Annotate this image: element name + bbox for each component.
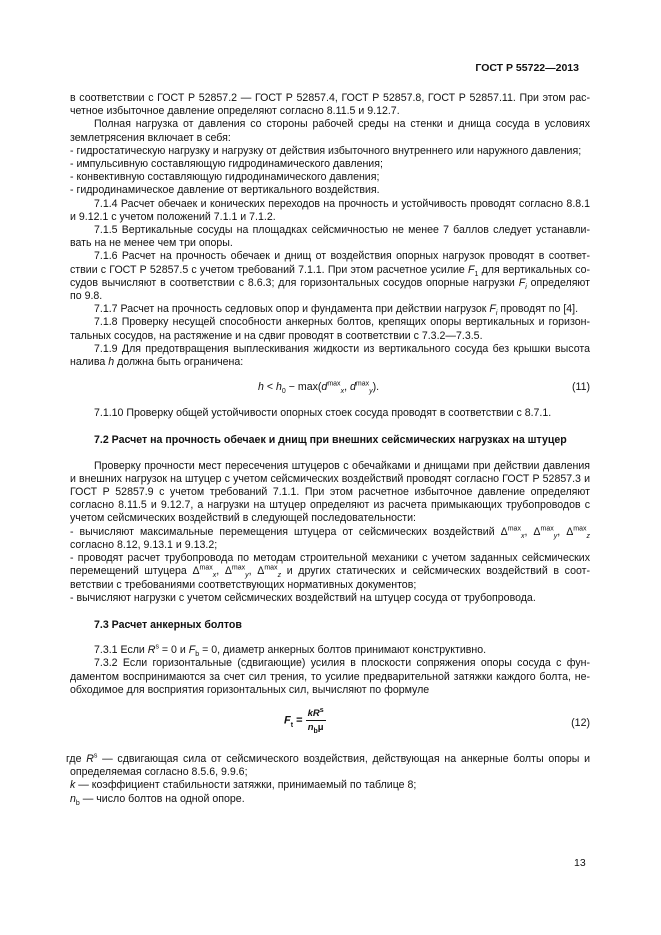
list-item: - гидростатическую нагрузку и нагрузку от действия избыточного внутреннего или наружного давления; bbox=[70, 144, 582, 157]
list-item: - гидродинамическое давление от вертикального воздействия. bbox=[70, 184, 380, 197]
formula-12 bbox=[70, 705, 590, 745]
clause-7-1-8: 7.1.8 Проверку несущей способности анкерных болтов, крепящих опоры вертикальных и горизонтальных сосудов, на растяжение и на сдвиг проводят в соответствии с 7.3.2—7.3.5. bbox=[70, 316, 590, 342]
formula-11-expression: $h < h_0 - \max(d^{max}_x$, $d^{max}_y$). bbox=[258, 380, 380, 396]
section-7-2-heading: 7.2 Расчет на прочность обечаек и днищ при внешних сейсмических нагрузках на штуцер bbox=[94, 434, 567, 447]
where-n: $n_b$ — число болтов на одной опоре. bbox=[70, 792, 245, 807]
clause-7-1-10: 7.1.10 Проверку общей устойчивости опорных стоек сосуда проводят в соответствии с 8.7.1. bbox=[94, 407, 552, 420]
list-item: - импульсивную составляющую гидродинамического давления; bbox=[70, 158, 383, 171]
formula-12-number: (12) bbox=[571, 716, 590, 729]
where-k: k — коэффициент стабильности затяжки, принимаемый по таблице 8; bbox=[70, 779, 417, 792]
clause-7-1-7: 7.1.7 Расчет на прочность седловых опор и фундамента при действии нагрузок $F_i$ проводят по [4]. bbox=[94, 303, 579, 318]
page-number: 13 bbox=[574, 857, 586, 869]
formula-11 bbox=[70, 373, 590, 403]
section-7-3-heading: 7.3 Расчет анкерных болтов bbox=[94, 618, 242, 631]
where-clause: где $R^s$ — сдвигающая сила от сейсмического воздействия, действующая на анкерные болты опоры и определяемая согласно 8.5.6, 9.9.6; bbox=[66, 752, 590, 779]
clause-7-3-1: 7.3.1 Если $R^s = 0$ и $F_b = 0$, диаметр анкерных болтов принимают конструктивно. bbox=[94, 643, 487, 659]
clause-7-1-5: 7.1.5 Вертикальные сосуды на площадках сейсмичностью не менее 7 баллов следует устанавливать на не менее чем три опоры. bbox=[70, 224, 590, 250]
document-header: ГОСТ Р 55722—2013 bbox=[475, 62, 579, 74]
clause-7-1-6: 7.1.6 Расчет на прочность обечаек и днищ от воздействия опорных нагрузок проводят в соответствии с ГОСТ Р 52857.5 с учетом требований 7.1.1. При этом расчетное усилие $F_1$ для вертикальных сосудов вычисляют в соответствии с 8.6.3; для горизонтальных сосудов опорные нагрузки $F_i$ определяют по 9.8. bbox=[70, 250, 591, 303]
formula-12-fraction: $\frac{kR^s}{n_b\mu}$ bbox=[307, 706, 324, 736]
list-item: - конвективную составляющую гидродинамического давления; bbox=[70, 171, 380, 184]
list-item: - вычисляют нагрузки с учетом сейсмических воздействий на штуцер сосуда от трубопровода. bbox=[70, 591, 536, 604]
body-text bbox=[66, 92, 591, 807]
section-7-2-paragraph: Проверку прочности мест пересечения штуцеров с обечайками и днищами при действии давления и внешних нагрузок на штуцер с учетом сейсмических воздействий проводят согласно ГОСТ Р 52857.3 и ГОСТ Р 52857.9 с учетом требований 7.1.1. При этом расчетное избыточное давление определяют согласно 8.11.5 и 9.12.7, а нагрузки на штуцер определяют из расчета примыкающих трубопроводов с учетом сейсмических воздействий в следующей последовательности: bbox=[70, 459, 590, 525]
formula-11-number: (11) bbox=[571, 381, 590, 394]
list-item: - проводят расчет трубопровода по методам строительной механики с учетом заданных сейсмических перемещений штуцера $\Delta^{max}_x$, $\Delta^{max}_y$, $\Delta^{max}_z$ и других статических и сейсмических воздействий в соответствии с требованиями соответствующих нормативных документов; bbox=[70, 552, 591, 591]
paragraph-continuation: в соответствии с ГОСТ Р 52857.2 — ГОСТ Р 52857.4, ГОСТ Р 52857.8, ГОСТ Р 52857.11. При этом расчетное избыточное давление определяют согласно 8.11.5 и 9.12.7. bbox=[70, 92, 590, 118]
formula-12-expression: $F_t$ = $\frac{kR^s}{n_b\mu}$ bbox=[284, 706, 324, 736]
clause-7-3-2: 7.3.2 Если горизонтальные (сдвигающие) усилия в плоскости сопряжения опоры сосуда с фундаментом воспринимаются за счет сил трения, то усилие предварительной затяжки каждого болта, необходимое для восприятия горизонтальных сил, вычисляют по формуле bbox=[70, 657, 590, 696]
list-item: - вычисляют максимальные перемещения штуцера от сейсмических воздействий $\Delta^{max}_x$, $\Delta^{max}_y$, $\Delta^{max}_z$ согласно 8.12, 9.13.1 и 9.13.2; bbox=[70, 525, 591, 551]
paragraph-load: Полная нагрузка от давления со стороны рабочей среды на стенки и днища сосуда в условиях землетрясения включает в себя: bbox=[70, 118, 590, 144]
clause-7-1-9: 7.1.9 Для предотвращения выплескивания жидкости из вертикального сосуда без крышки высота налива h должна быть ограничена: bbox=[70, 342, 590, 369]
clause-7-1-4: 7.1.4 Расчет обечаек и конических переходов на прочность и устойчивость проводят согласно 8.8.1 и 9.12.1 с учетом положений 7.1.1 и 7.1.2. bbox=[70, 197, 590, 223]
